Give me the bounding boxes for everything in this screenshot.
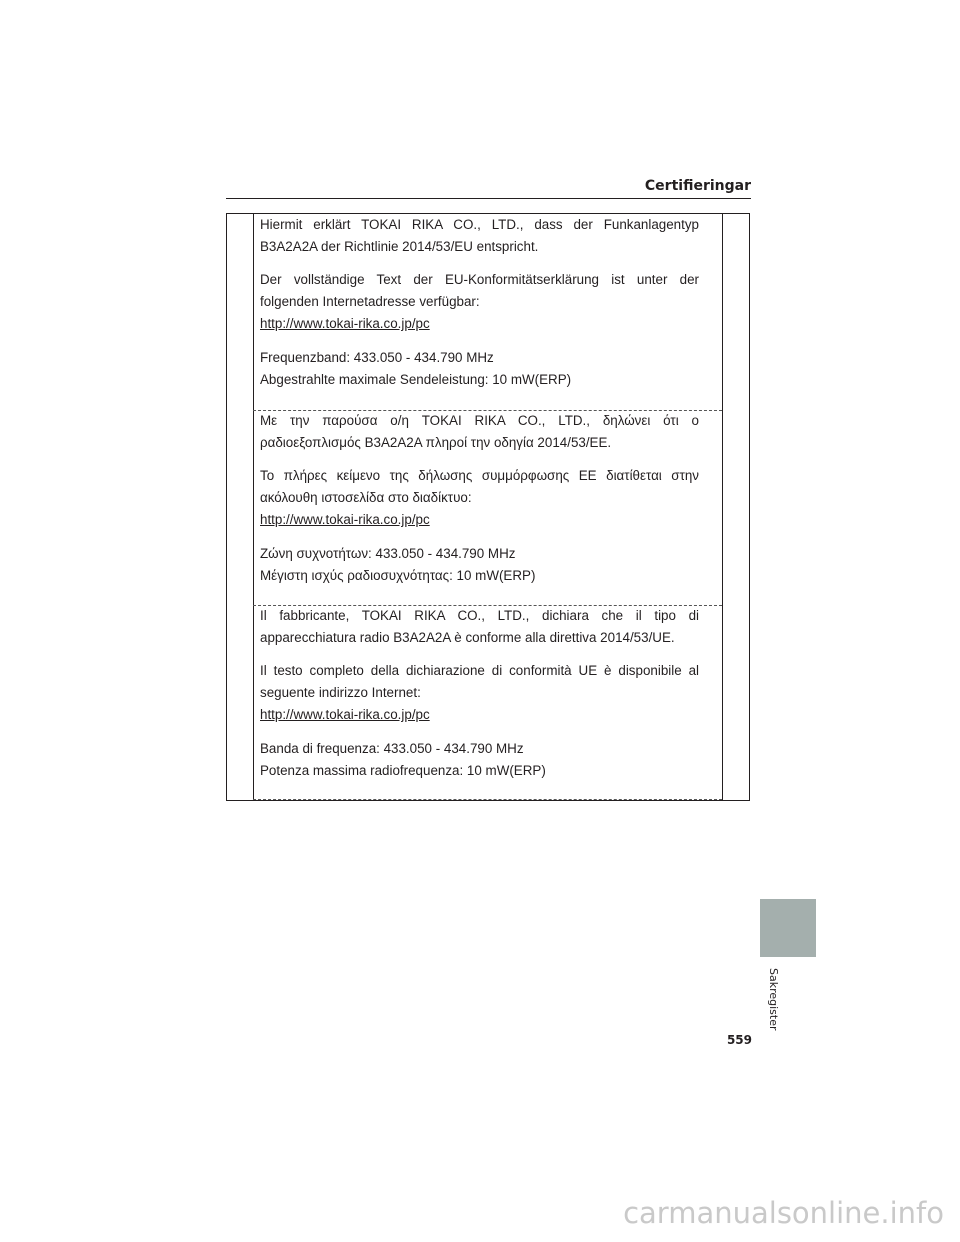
chapter-label: Sakregister (767, 968, 780, 1031)
declaration-german (260, 214, 699, 391)
chapter-tab[interactable] (760, 899, 816, 957)
declaration-paragraph: Το πλήρες κείμενο της δήλωσης συμμόρφωσης ΕΕ διατίθεται στην ακόλουθη ιστοσελίδα στο διαδίκτυο: (260, 468, 699, 505)
declaration-link[interactable]: http://www.tokai-rika.co.jp/pc (260, 316, 430, 331)
frequency-line: Banda di frequenza: 433.050 - 434.790 MHz (260, 741, 524, 756)
power-line: Μέγιστη ισχύς ραδιοσυχνότητας: 10 mW(ERP) (260, 568, 536, 583)
frame-inner-left-line (253, 213, 254, 801)
declaration-italian (260, 605, 699, 782)
declaration-link[interactable]: http://www.tokai-rika.co.jp/pc (260, 512, 430, 527)
frequency-line: Frequenzband: 433.050 - 434.790 MHz (260, 350, 494, 365)
power-line: Potenza massima radiofrequenza: 10 mW(ERP) (260, 763, 546, 778)
frame-inner-right-line (722, 213, 723, 801)
watermark: carmanualsonline.info (623, 1196, 944, 1230)
page-number: 559 (726, 1033, 752, 1047)
declaration-paragraph: Hiermit erklärt TOKAI RIKA CO., LTD., dass der Funkanlagentyp B3A2A2A der Richtlinie 2014/53/EU entspricht. (260, 217, 699, 254)
header-rule (226, 198, 751, 199)
section-divider (253, 799, 722, 800)
section-title: Certifieringar (644, 178, 751, 194)
declaration-paragraph: Il fabbricante, TOKAI RIKA CO., LTD., dichiara che il tipo di apparecchiatura radio B3A2A2A è conforme alla direttiva 2014/53/UE. (260, 608, 699, 645)
declaration-link[interactable]: http://www.tokai-rika.co.jp/pc (260, 707, 430, 722)
declaration-paragraph: Der vollständige Text der EU-Konformitätserklärung ist unter der folgenden Internetadresse verfügbar: (260, 272, 699, 309)
power-line: Abgestrahlte maximale Sendeleistung: 10 mW(ERP) (260, 372, 572, 387)
frequency-line: Ζώνη συχνοτήτων: 433.050 - 434.790 MHz (260, 546, 516, 561)
declaration-paragraph: Με την παρούσα ο/η TOKAI RIKA CO., LTD., δηλώνει ότι ο ραδιοεξοπλισμός B3A2A2A πληροί την οδηγία 2014/53/ΕΕ. (260, 413, 699, 450)
declaration-greek (260, 410, 699, 587)
declaration-paragraph: Il testo completo della dichiarazione di conformità UE è disponibile al seguente indirizzo Internet: (260, 663, 699, 700)
